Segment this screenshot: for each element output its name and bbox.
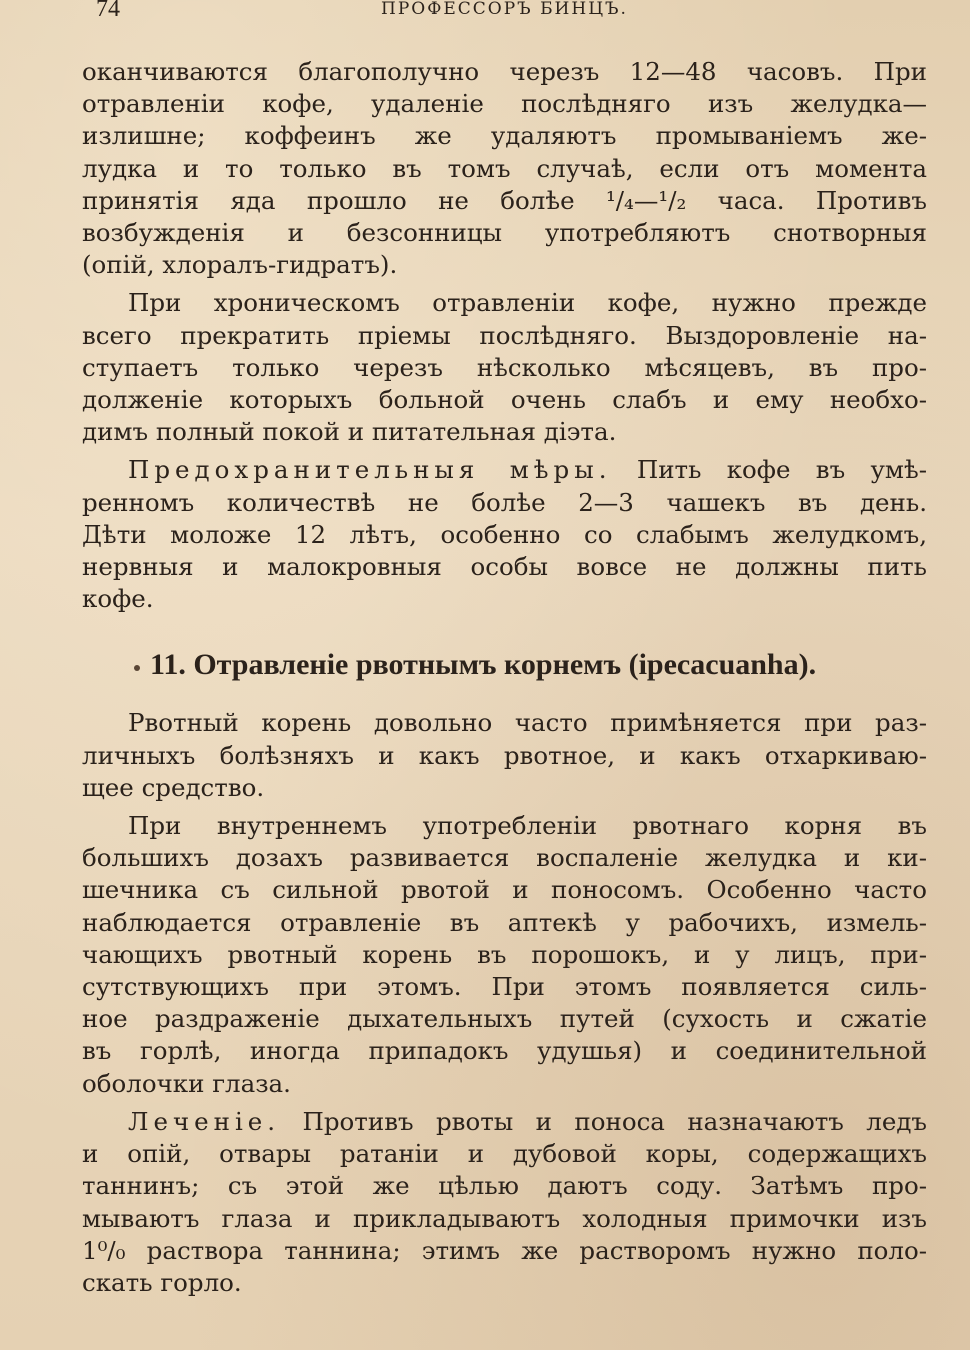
preventive-measures-lead: Предохранительныя мѣры. xyxy=(128,455,612,485)
text-line: отравленіи кофе, удаленіе послѣдняго изъ желудка— xyxy=(82,89,927,119)
text-line: 1⁰/₀ раствора таннина; этимъ же растворомъ нужно поло- xyxy=(82,1235,927,1265)
text-line: оболочки глаза. xyxy=(82,1068,291,1098)
text-line: шечника съ сильной рвотой и поносомъ. Особенно часто xyxy=(82,875,927,905)
text-line: димъ полный покой и питательная діэта. xyxy=(82,417,617,447)
text-line: наблюдается отравленіе въ аптекѣ у рабочихъ, измель- xyxy=(82,907,927,937)
text-line: кофе. xyxy=(82,584,154,614)
text-line xyxy=(82,454,927,486)
text-line: возбужденія и безсонницы употребляютъ снотворныя xyxy=(82,218,927,248)
heading-bullet-dot xyxy=(134,665,140,671)
text-line: сутствующихъ при этомъ. При этомъ появляется силь- xyxy=(82,972,927,1002)
text-line: ное раздраженіе дыхательныхъ путей (сухость и сжатіе xyxy=(82,1004,927,1034)
text-line: личныхъ болѣзняхъ и какъ рвотное, и какъ отхаркиваю- xyxy=(82,740,927,770)
running-head xyxy=(82,0,927,24)
treatment-lead: Леченіе. xyxy=(128,1106,281,1136)
text-line: Дѣти моложе 12 лѣтъ, особенно со слабымъ желудкомъ, xyxy=(82,519,927,549)
text-line: щее средство. xyxy=(82,772,265,802)
paragraph-ipecac-treatment xyxy=(82,1106,927,1299)
text-line: (опій, хлоралъ-гидратъ). xyxy=(82,250,398,280)
paragraph-ipecac-usage xyxy=(82,707,927,804)
text-line-rest: Пить кофе въ умѣ- xyxy=(611,455,927,485)
text-line: ренномъ количествѣ не болѣе 2—3 чашекъ въ день. xyxy=(82,487,927,517)
paragraph-ipecac-symptoms xyxy=(82,810,927,1100)
paragraph-preventive-measures xyxy=(82,454,927,615)
text-line: нервныя и малокровныя особы вовсе не должны пить xyxy=(82,552,927,582)
paragraph-treatment-coffee xyxy=(82,56,927,281)
text-line: При внутреннемъ употребленіи рвотнаго корня въ xyxy=(128,811,927,841)
text-line: мываютъ глаза и прикладываютъ холодныя примочки изъ xyxy=(82,1203,927,1233)
text-line: въ горлѣ, иногда припадокъ удушья) и соединительной xyxy=(82,1036,927,1066)
text-line: ступаетъ только черезъ нѣсколько мѣсяцевъ, въ про- xyxy=(82,352,927,382)
text-line-rest: Противъ рвоты и поноса назначаютъ ледъ xyxy=(280,1106,927,1136)
text-line: излишне; коффеинъ же удаляютъ промываніемъ же- xyxy=(82,121,927,151)
text-line: таннинъ; съ этой же цѣлью даютъ соду. Затѣмъ про- xyxy=(82,1171,927,1201)
text-line: всего прекратить пріемы послѣдняго. Выздоровленіе на- xyxy=(82,320,927,350)
text-line: При хроническомъ отравленіи кофе, нужно прежде xyxy=(128,288,927,318)
text-line: принятія яда прошло не болѣе ¹/₄—¹/₂ часа. Противъ xyxy=(82,185,927,215)
section-heading xyxy=(82,647,927,683)
text-line: лудка и то только въ томъ случаѣ, если отъ момента xyxy=(82,153,927,183)
text-line: Рвотный корень довольно часто примѣняется при раз- xyxy=(128,708,927,738)
section-heading-text: 11. Отравленіе рвотнымъ корнемъ (ipecacuanha). xyxy=(150,648,817,682)
paragraph-chronic-poisoning xyxy=(82,287,927,448)
text-line: и опій, отвары ратаніи и дубовой коры, содержащихъ xyxy=(82,1139,927,1169)
text-line xyxy=(82,1106,927,1138)
text-line: большихъ дозахъ развивается воспаленіе желудка и ки- xyxy=(82,843,927,873)
text-line: чающихъ рвотный корень въ порошокъ, и у лицъ, при- xyxy=(82,939,927,969)
text-line: скать горло. xyxy=(82,1267,242,1297)
body-text xyxy=(82,56,927,1299)
text-line: долженіе которыхъ больной очень слабъ и ему необхо- xyxy=(82,385,927,415)
text-line: оканчиваются благополучно черезъ 12—48 часовъ. При xyxy=(82,57,927,86)
page-number: 74 xyxy=(96,0,120,22)
running-title: ПРОФЕССОРЪ БИНЦЪ. xyxy=(381,0,628,19)
